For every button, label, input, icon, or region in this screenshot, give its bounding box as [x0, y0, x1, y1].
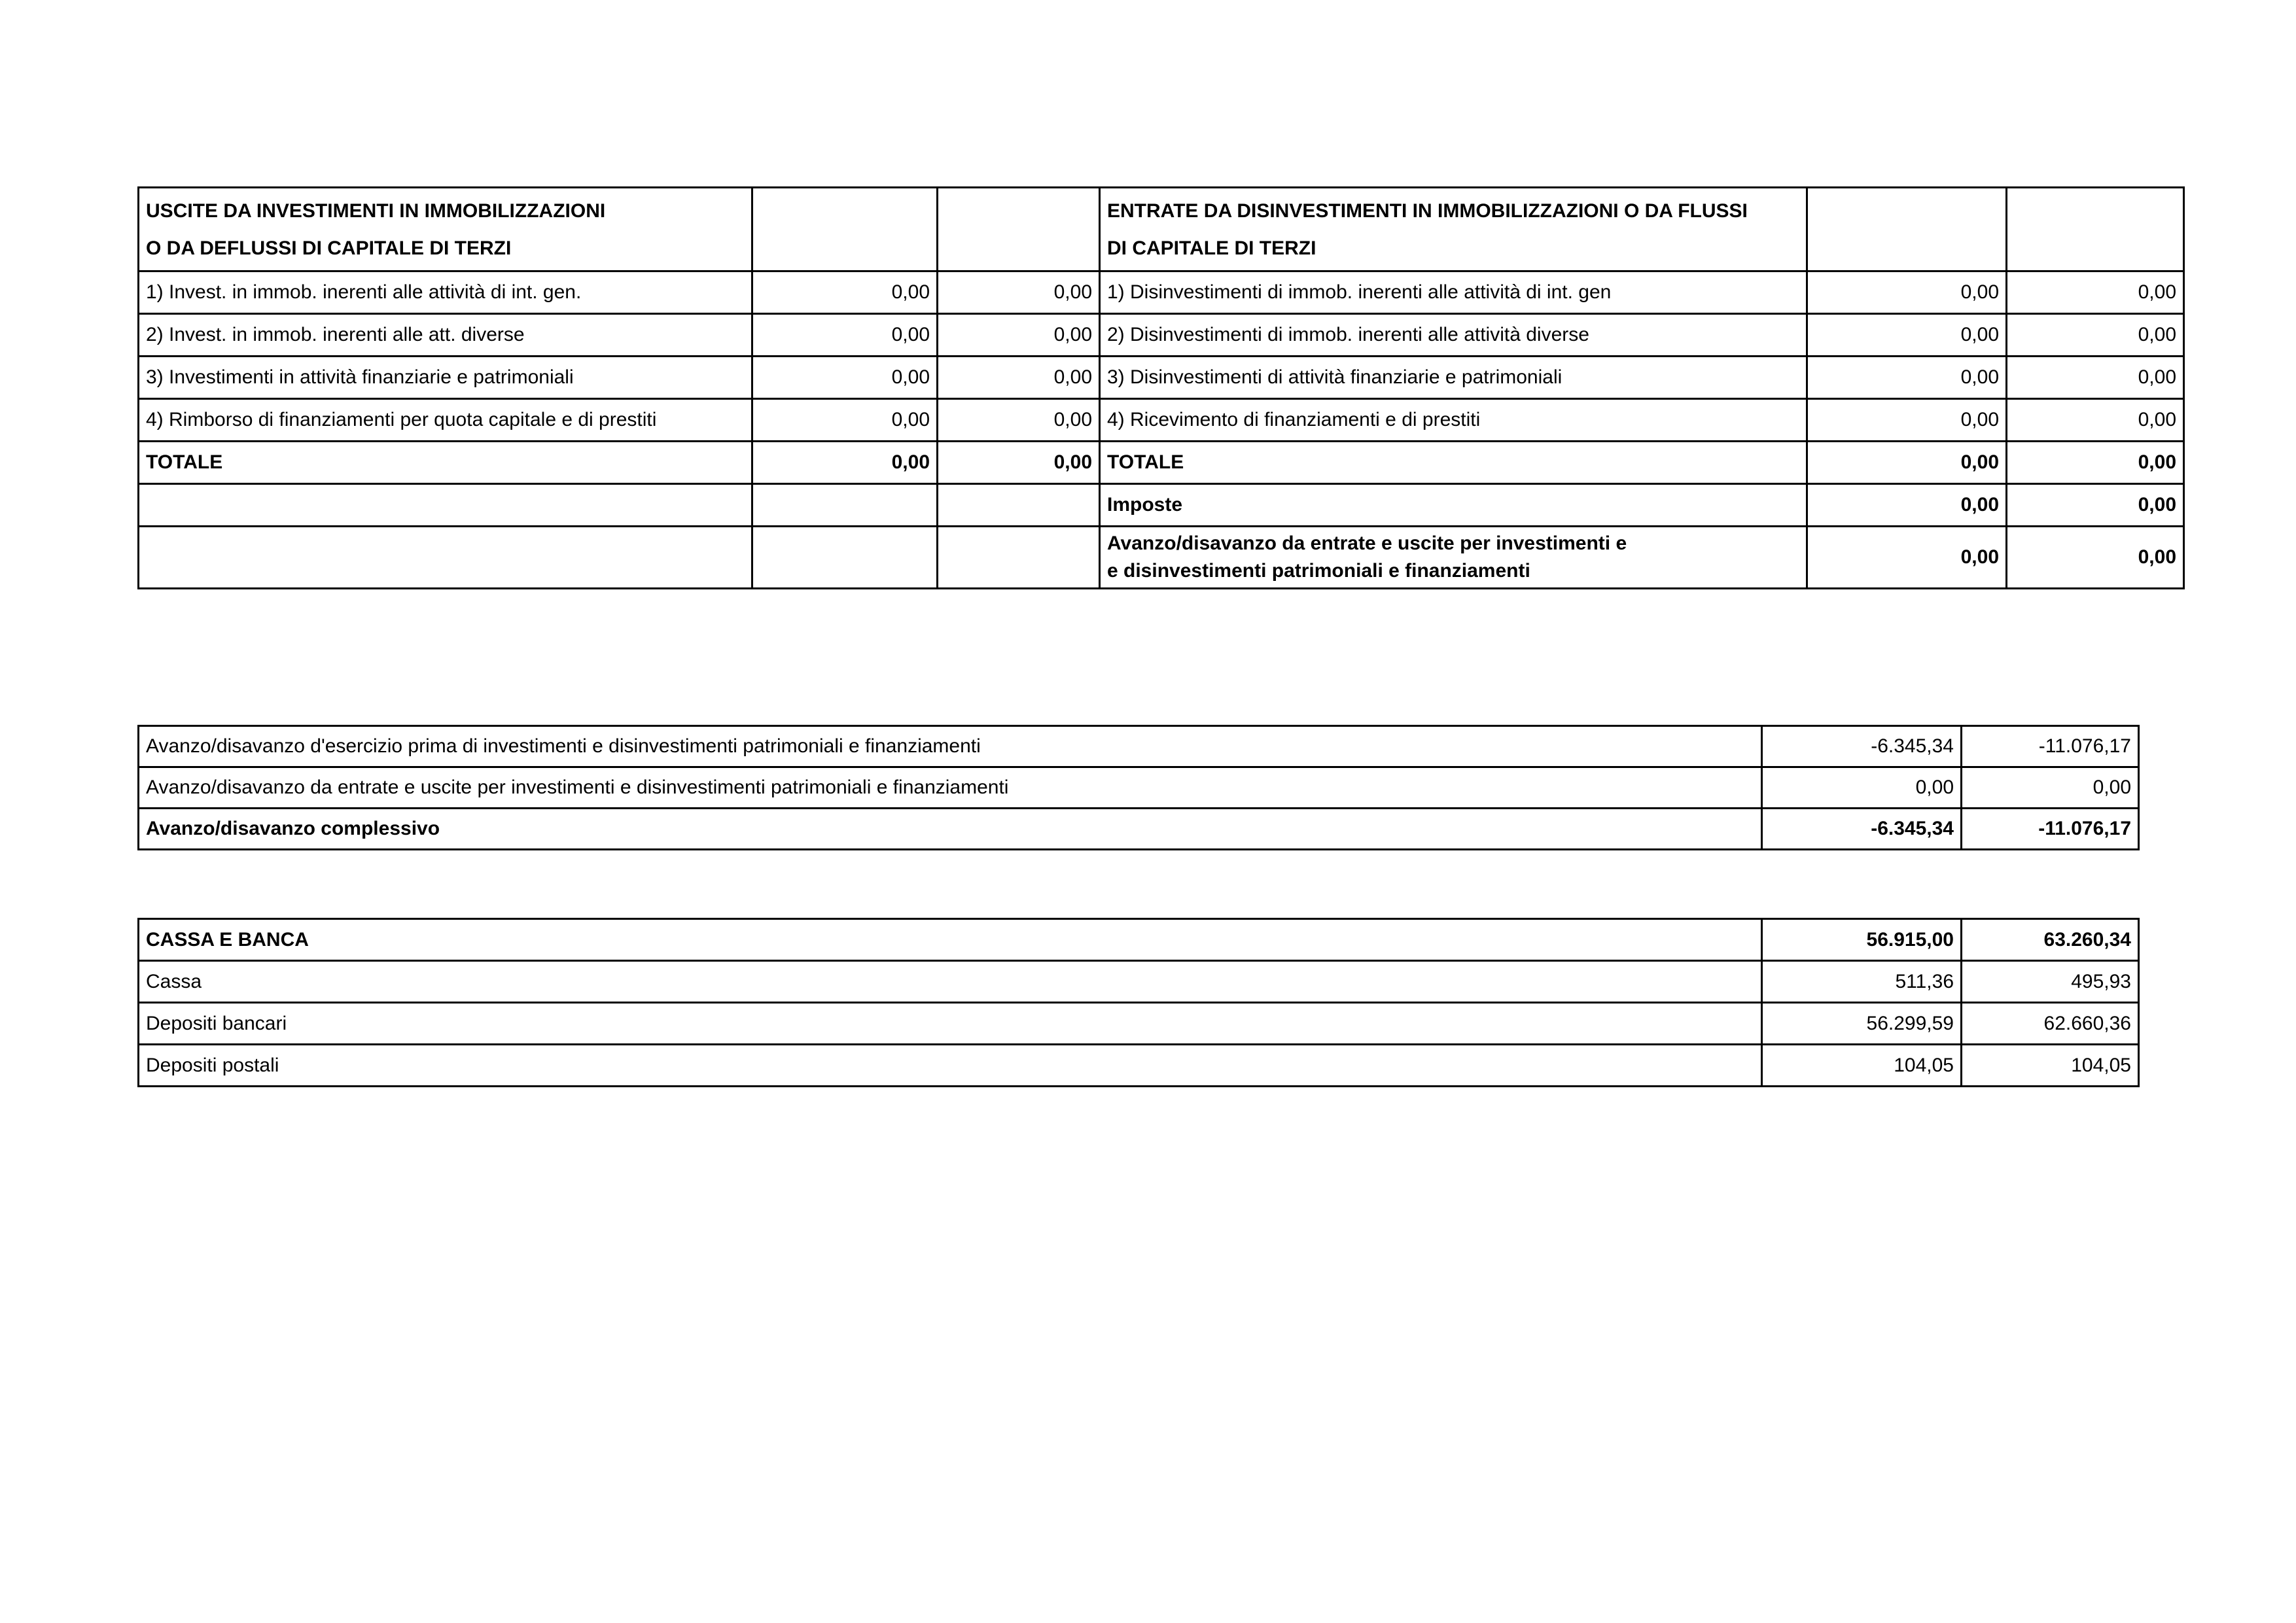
avanzo-row-value-2-col2: 0,00 — [1962, 767, 2139, 809]
cassa-row-value-4-col1: 104,05 — [1762, 1045, 1962, 1087]
table-investimenti — [137, 186, 2185, 589]
row-label-avanzo-investimenti — [1100, 527, 1807, 589]
cassa-row-value-3-col1: 56.299,59 — [1762, 1003, 1962, 1045]
row-value-uscite-3-col1: 0,00 — [752, 357, 938, 399]
row-label-imposte-left-empty — [139, 484, 752, 527]
row-value-uscite-4-col1: 0,00 — [752, 399, 938, 442]
table-row-total — [139, 809, 2139, 850]
row-label-uscite-1: 1) Invest. in immob. inerenti alle attività di int. gen. — [139, 271, 752, 314]
row-value-entrate-3-col1: 0,00 — [1807, 357, 2007, 399]
avanzo-investimenti-line1: Avanzo/disavanzo da entrate e uscite per investimenti e — [1107, 532, 1627, 554]
row-value-avanzo-investimenti-col1: 0,00 — [1807, 527, 2007, 589]
row-value-entrate-2-col1: 0,00 — [1807, 314, 2007, 357]
table-row-avanzo-investimenti — [139, 527, 2184, 589]
avanzo-row-value-3-col1: -6.345,34 — [1762, 809, 1962, 850]
header-uscite-line1: USCITE DA INVESTIMENTI IN IMMOBILIZZAZIONI — [146, 200, 606, 222]
row-label-entrate-3: 3) Disinvestimenti di attività finanziarie e patrimoniali — [1100, 357, 1807, 399]
row-value-imposte-col1: 0,00 — [1807, 484, 2007, 527]
row-value-totale-uscite-col1: 0,00 — [752, 442, 938, 484]
header-uscite-line2: O DA DEFLUSSI DI CAPITALE DI TERZI — [146, 237, 512, 259]
table-row-imposte — [139, 484, 2184, 527]
header-entrate-val2 — [2007, 188, 2184, 271]
avanzo-row-value-2-col1: 0,00 — [1762, 767, 1962, 809]
table-row — [139, 357, 2184, 399]
table-row-header — [139, 919, 2139, 961]
avanzo-row-value-3-col2: -11.076,17 — [1962, 809, 2139, 850]
avanzo-row-value-1-col2: -11.076,17 — [1962, 726, 2139, 767]
table-row — [139, 1003, 2139, 1045]
cassa-row-value-1-col2: 63.260,34 — [1962, 919, 2139, 961]
header-uscite-val2 — [938, 188, 1100, 271]
cassa-row-label-2: Cassa — [139, 961, 1762, 1003]
table-row — [139, 726, 2139, 767]
table-row — [139, 271, 2184, 314]
row-value-imposte-col2: 0,00 — [2007, 484, 2184, 527]
header-entrate-line2: DI CAPITALE DI TERZI — [1107, 237, 1316, 259]
row-value-imposte-left-col1 — [752, 484, 938, 527]
cassa-row-value-1-col1: 56.915,00 — [1762, 919, 1962, 961]
table-row-totale — [139, 442, 2184, 484]
table-row — [139, 1045, 2139, 1087]
table-row — [139, 399, 2184, 442]
row-label-avanzo-left-empty — [139, 527, 752, 589]
row-value-uscite-2-col1: 0,00 — [752, 314, 938, 357]
row-label-entrate-2: 2) Disinvestimenti di immob. inerenti alle attività diverse — [1100, 314, 1807, 357]
row-value-entrate-3-col2: 0,00 — [2007, 357, 2184, 399]
row-value-entrate-2-col2: 0,00 — [2007, 314, 2184, 357]
table-row — [139, 314, 2184, 357]
row-value-uscite-1-col2: 0,00 — [938, 271, 1100, 314]
cassa-row-label-3: Depositi bancari — [139, 1003, 1762, 1045]
row-value-uscite-2-col2: 0,00 — [938, 314, 1100, 357]
avanzo-investimenti-line2: e disinvestimenti patrimoniali e finanziamenti — [1107, 560, 1530, 582]
avanzo-row-value-1-col1: -6.345,34 — [1762, 726, 1962, 767]
avanzo-row-label-1: Avanzo/disavanzo d'esercizio prima di investimenti e disinvestimenti patrimoniali e finanziamenti — [139, 726, 1762, 767]
table-row — [139, 961, 2139, 1003]
cassa-row-label-4: Depositi postali — [139, 1045, 1762, 1087]
row-label-uscite-4: 4) Rimborso di finanziamenti per quota capitale e di prestiti — [139, 399, 752, 442]
row-value-uscite-1-col1: 0,00 — [752, 271, 938, 314]
row-value-avanzo-left-col1 — [752, 527, 938, 589]
row-value-uscite-4-col2: 0,00 — [938, 399, 1100, 442]
row-label-totale-entrate: TOTALE — [1100, 442, 1807, 484]
row-value-uscite-3-col2: 0,00 — [938, 357, 1100, 399]
avanzo-row-label-3: Avanzo/disavanzo complessivo — [139, 809, 1762, 850]
header-entrate-val1 — [1807, 188, 2007, 271]
row-label-entrate-4: 4) Ricevimento di finanziamenti e di prestiti — [1100, 399, 1807, 442]
header-entrate-disinvestimenti — [1100, 188, 1807, 271]
avanzo-row-label-2: Avanzo/disavanzo da entrate e uscite per investimenti e disinvestimenti patrimoniali e finanziamenti — [139, 767, 1762, 809]
row-label-uscite-3: 3) Investimenti in attività finanziarie e patrimoniali — [139, 357, 752, 399]
row-value-entrate-1-col2: 0,00 — [2007, 271, 2184, 314]
row-label-imposte: Imposte — [1100, 484, 1807, 527]
table-row — [139, 767, 2139, 809]
row-value-totale-entrate-col2: 0,00 — [2007, 442, 2184, 484]
table-row-header — [139, 188, 2184, 271]
row-value-avanzo-left-col2 — [938, 527, 1100, 589]
row-value-entrate-1-col1: 0,00 — [1807, 271, 2007, 314]
cassa-row-label-1: CASSA E BANCA — [139, 919, 1762, 961]
table-cassa-e-banca — [137, 918, 2140, 1087]
cassa-row-value-4-col2: 104,05 — [1962, 1045, 2139, 1087]
row-value-entrate-4-col1: 0,00 — [1807, 399, 2007, 442]
table-avanzo-disavanzo — [137, 725, 2140, 850]
header-uscite-val1 — [752, 188, 938, 271]
row-label-uscite-2: 2) Invest. in immob. inerenti alle att. diverse — [139, 314, 752, 357]
header-entrate-line1: ENTRATE DA DISINVESTIMENTI IN IMMOBILIZZAZIONI O DA FLUSSI — [1107, 200, 1748, 222]
row-label-totale-uscite: TOTALE — [139, 442, 752, 484]
row-value-entrate-4-col2: 0,00 — [2007, 399, 2184, 442]
row-label-entrate-1: 1) Disinvestimenti di immob. inerenti alle attività di int. gen — [1100, 271, 1807, 314]
row-value-totale-uscite-col2: 0,00 — [938, 442, 1100, 484]
header-uscite-investimenti — [139, 188, 752, 271]
row-value-imposte-left-col2 — [938, 484, 1100, 527]
cassa-row-value-2-col2: 495,93 — [1962, 961, 2139, 1003]
row-value-totale-entrate-col1: 0,00 — [1807, 442, 2007, 484]
cassa-row-value-3-col2: 62.660,36 — [1962, 1003, 2139, 1045]
cassa-row-value-2-col1: 511,36 — [1762, 961, 1962, 1003]
row-value-avanzo-investimenti-col2: 0,00 — [2007, 527, 2184, 589]
